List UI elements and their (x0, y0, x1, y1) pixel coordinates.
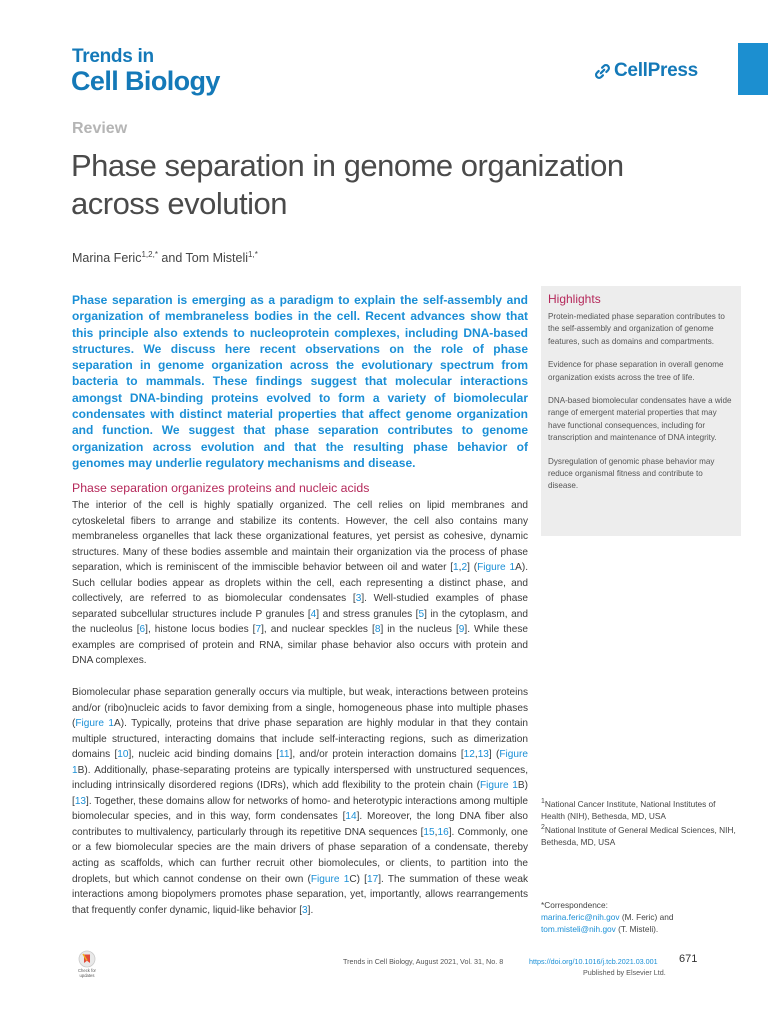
body-text: ], and/or protein interaction domains [ (289, 749, 464, 761)
reference-link[interactable]: 10 (117, 749, 129, 761)
check-updates-icon (72, 950, 102, 968)
highlight-item: Evidence for phase separation in overall genome organization exists across the tree of life. (548, 360, 724, 382)
reference-link[interactable]: 15 (423, 826, 435, 838)
reference-link[interactable]: 5 (418, 608, 425, 620)
email-link[interactable]: marina.feric@nih.gov (541, 912, 620, 922)
reference-link[interactable]: 17 (366, 873, 379, 885)
correspondence-entry: marina.feric@nih.gov (M. Feric) and (541, 912, 674, 922)
body-text: , (458, 562, 462, 574)
body-text: ], histone locus bodies [ (145, 624, 256, 636)
highlights-title: Highlights (548, 292, 601, 306)
author-list (72, 250, 258, 265)
body-text: ], and nuclear speckles [ (261, 624, 375, 636)
page-number: 671 (679, 953, 698, 965)
article-type: Review (72, 120, 128, 137)
reference-link[interactable]: 2 (461, 562, 468, 574)
reference-link[interactable]: Figure 1 (72, 749, 529, 776)
body-text: ]. Together, these domains allow for networks of homo- and heterotypic interactions among multiple biomolecular species, and in this way, form condensates [ (72, 795, 528, 823)
cellpress-link-icon (594, 63, 611, 80)
body-text: The interior of the cell is highly spatially organized. The cell relies on lipid membranes and cytoskeletal fibers to arrange and stabilize its contents. However, the cell also contains many membraneless organelles that lack these organizational features, yet persist as cohesive, dynamic structures. Many of these bodies assemble and maintain their organization via the process of phase separation, which is reminiscent of the immiscible behavior between oil and water [ (72, 500, 528, 574)
body-text: ] and stress granules [ (316, 608, 419, 620)
affiliation-item: $^1$National Cancer Institute, National Institutes of Health (NIH), Bethesda, MD, USA (541, 798, 716, 821)
author-joiner: and (157, 251, 186, 266)
reference-link[interactable]: 1 (453, 562, 459, 574)
body-text: ]. While these examples are comprised of protein and RNA, similar phase behavior also occurs with protein and DNA complexes. (72, 624, 528, 667)
correspondence-label: *Correspondence: (541, 900, 608, 910)
reference-link[interactable]: Figure 1 (75, 718, 115, 730)
reference-link[interactable]: 3 (302, 904, 308, 916)
journal-kicker: Trends in (72, 46, 154, 67)
body-text: Biomolecular phase separation generally occurs via multiple, but weak, interactions between proteins and/or (ribo)nucleic acids to favor demixing from a single, homogeneous phase into multiple phases ( (72, 687, 528, 730)
highlights-list (548, 311, 735, 504)
highlight-item: DNA-based biomolecular condensates have a wide range of emergent material properties that may have functional consequences, including for transcription and maintenance of DNA integrity. (548, 396, 732, 443)
reference-link[interactable]: Figure 1 (477, 562, 516, 574)
body-text: , (474, 749, 478, 761)
author-name[interactable]: Tom Misteli (185, 251, 249, 266)
affiliation-item: $^2$National Institute of General Medical Sciences, NIH, Bethesda, MD, USA (541, 823, 736, 847)
reference-link[interactable]: Figure 1 (479, 780, 518, 792)
check-updates-label: Check for updates (78, 968, 96, 978)
body-text: ]. Commonly, one or a few biomolecular species are the main drivers of phase separation of a condensate, thereby acting as scaffolds, which can further recruit other biomolecules, or clients, to partition into the droplets, but which cannot condense on their own ( (72, 826, 528, 885)
doi-link[interactable]: https://doi.org/10.1016/j.tcb.2021.03.001 (529, 957, 658, 966)
reference-link[interactable]: 16 (437, 826, 449, 838)
body-text: ]. Well-studied examples of phase separated subcellular structures include P granules [ (72, 593, 528, 620)
journal-color-tab (738, 43, 768, 95)
body-text: ] ( (488, 749, 500, 761)
affiliations (541, 796, 741, 848)
body-text: B) [ (72, 780, 528, 807)
reference-link[interactable]: 9 (458, 624, 465, 636)
footer-citation: Trends in Cell Biology, August 2021, Vol. 31, No. 8 (343, 957, 504, 966)
body-text: ]. The summation of these weak interactions among biopolymers promotes phase separation, yet, importantly, allows rearrangements that frequently confer dynamic, liquid-like behavior [ (72, 873, 529, 916)
body-text: ] in the nucleus [ (380, 624, 459, 636)
article-title: Phase separation in genome organization across evolution (71, 148, 624, 221)
body-text: C) [ (349, 873, 367, 885)
body-text: ]. Moreover, the long DNA fiber also contributes to multivalency, particularly through its repetitive DNA sequences [ (72, 811, 528, 838)
correspondence-entry: tom.misteli@nih.gov (T. Misteli). (541, 924, 659, 934)
highlights-box (541, 286, 741, 536)
body-text: ] ( (467, 562, 478, 574)
reference-link[interactable]: 7 (255, 624, 262, 636)
reference-link[interactable]: 8 (374, 624, 381, 636)
cellpress-logo[interactable] (594, 60, 698, 82)
check-for-updates-badge[interactable] (72, 950, 102, 984)
reference-link[interactable]: 4 (310, 608, 317, 620)
reference-link[interactable]: 11 (279, 749, 290, 761)
footer-publisher: Published by Elsevier Ltd. (583, 968, 666, 977)
author-affiliation-marker: 1,* (248, 250, 258, 259)
reference-link[interactable]: 14 (345, 811, 357, 823)
cellpress-wordmark: CellPress (614, 60, 698, 81)
body-text: , (434, 826, 438, 838)
reference-link[interactable]: 12 (463, 749, 475, 761)
reference-link[interactable]: 13 (477, 749, 489, 761)
journal-name: Cell Biology (71, 66, 220, 96)
body-paragraph (72, 685, 528, 918)
body-text: ] in the cytoplasm, and the nucleolus [ (72, 608, 528, 636)
reference-link[interactable]: 13 (74, 795, 87, 807)
body-text: ]. (307, 904, 314, 916)
abstract: Phase separation is emerging as a paradigm to explain the self-assembly and organization of membraneless bodies in the cell. Recent advances show that this principle also extends to nucleoprotein complexes, including DNA-based structures. We discuss here recent observations on the role of phase separation in genome organization across the evolutionary spectrum from bacteria to mammals. These findings suggest that molecular interactions amongst DNA-binding proteins evolved to form a variety of biomolecular condensates with distinct material properties that affect genome organization and function. We suggest that phase separation contributes to genome organization across evolution and that the resulting phase behavior of genomes may underlie regulatory mechanisms and disease. (72, 293, 528, 470)
correspondence (541, 899, 741, 935)
reference-link[interactable]: 3 (355, 593, 362, 605)
email-link[interactable]: tom.misteli@nih.gov (541, 924, 616, 934)
body-text: A). Typically, proteins that drive phase separation are highly modular in that they contain multiple structured, interacting domains that include self-interacting regions, such as dimerization domains [ (72, 718, 528, 761)
body-text: B). Additionally, phase-separating proteins are typically interspersed with unstructured sequences, including intrinsically disordered regions (IDRs), which add flexibility to the protein chain ( (72, 764, 528, 792)
author-affiliation-marker: 1,2,* (141, 250, 158, 259)
body-paragraph (72, 498, 528, 669)
reference-link[interactable]: 6 (139, 624, 146, 636)
author-name[interactable]: Marina Feric (72, 251, 142, 266)
body-text: A). Such cellular bodies appear as droplets within the cell, each representing a distinct phase, and collectively, are referred to as biomolecular condensates [ (72, 562, 528, 605)
body-text: ], nucleic acid binding domains [ (128, 749, 280, 761)
highlight-item: Dysregulation of genomic phase behavior may reduce organismal fitness and contribute to disease. (548, 456, 715, 491)
section-heading: Phase separation organizes proteins and nucleic acids (72, 481, 370, 495)
reference-link[interactable]: Figure 1 (310, 873, 350, 885)
highlight-item: Protein-mediated phase separation contributes to the self-assembly and organization of genome features, such as domains and compartments. (548, 312, 725, 346)
